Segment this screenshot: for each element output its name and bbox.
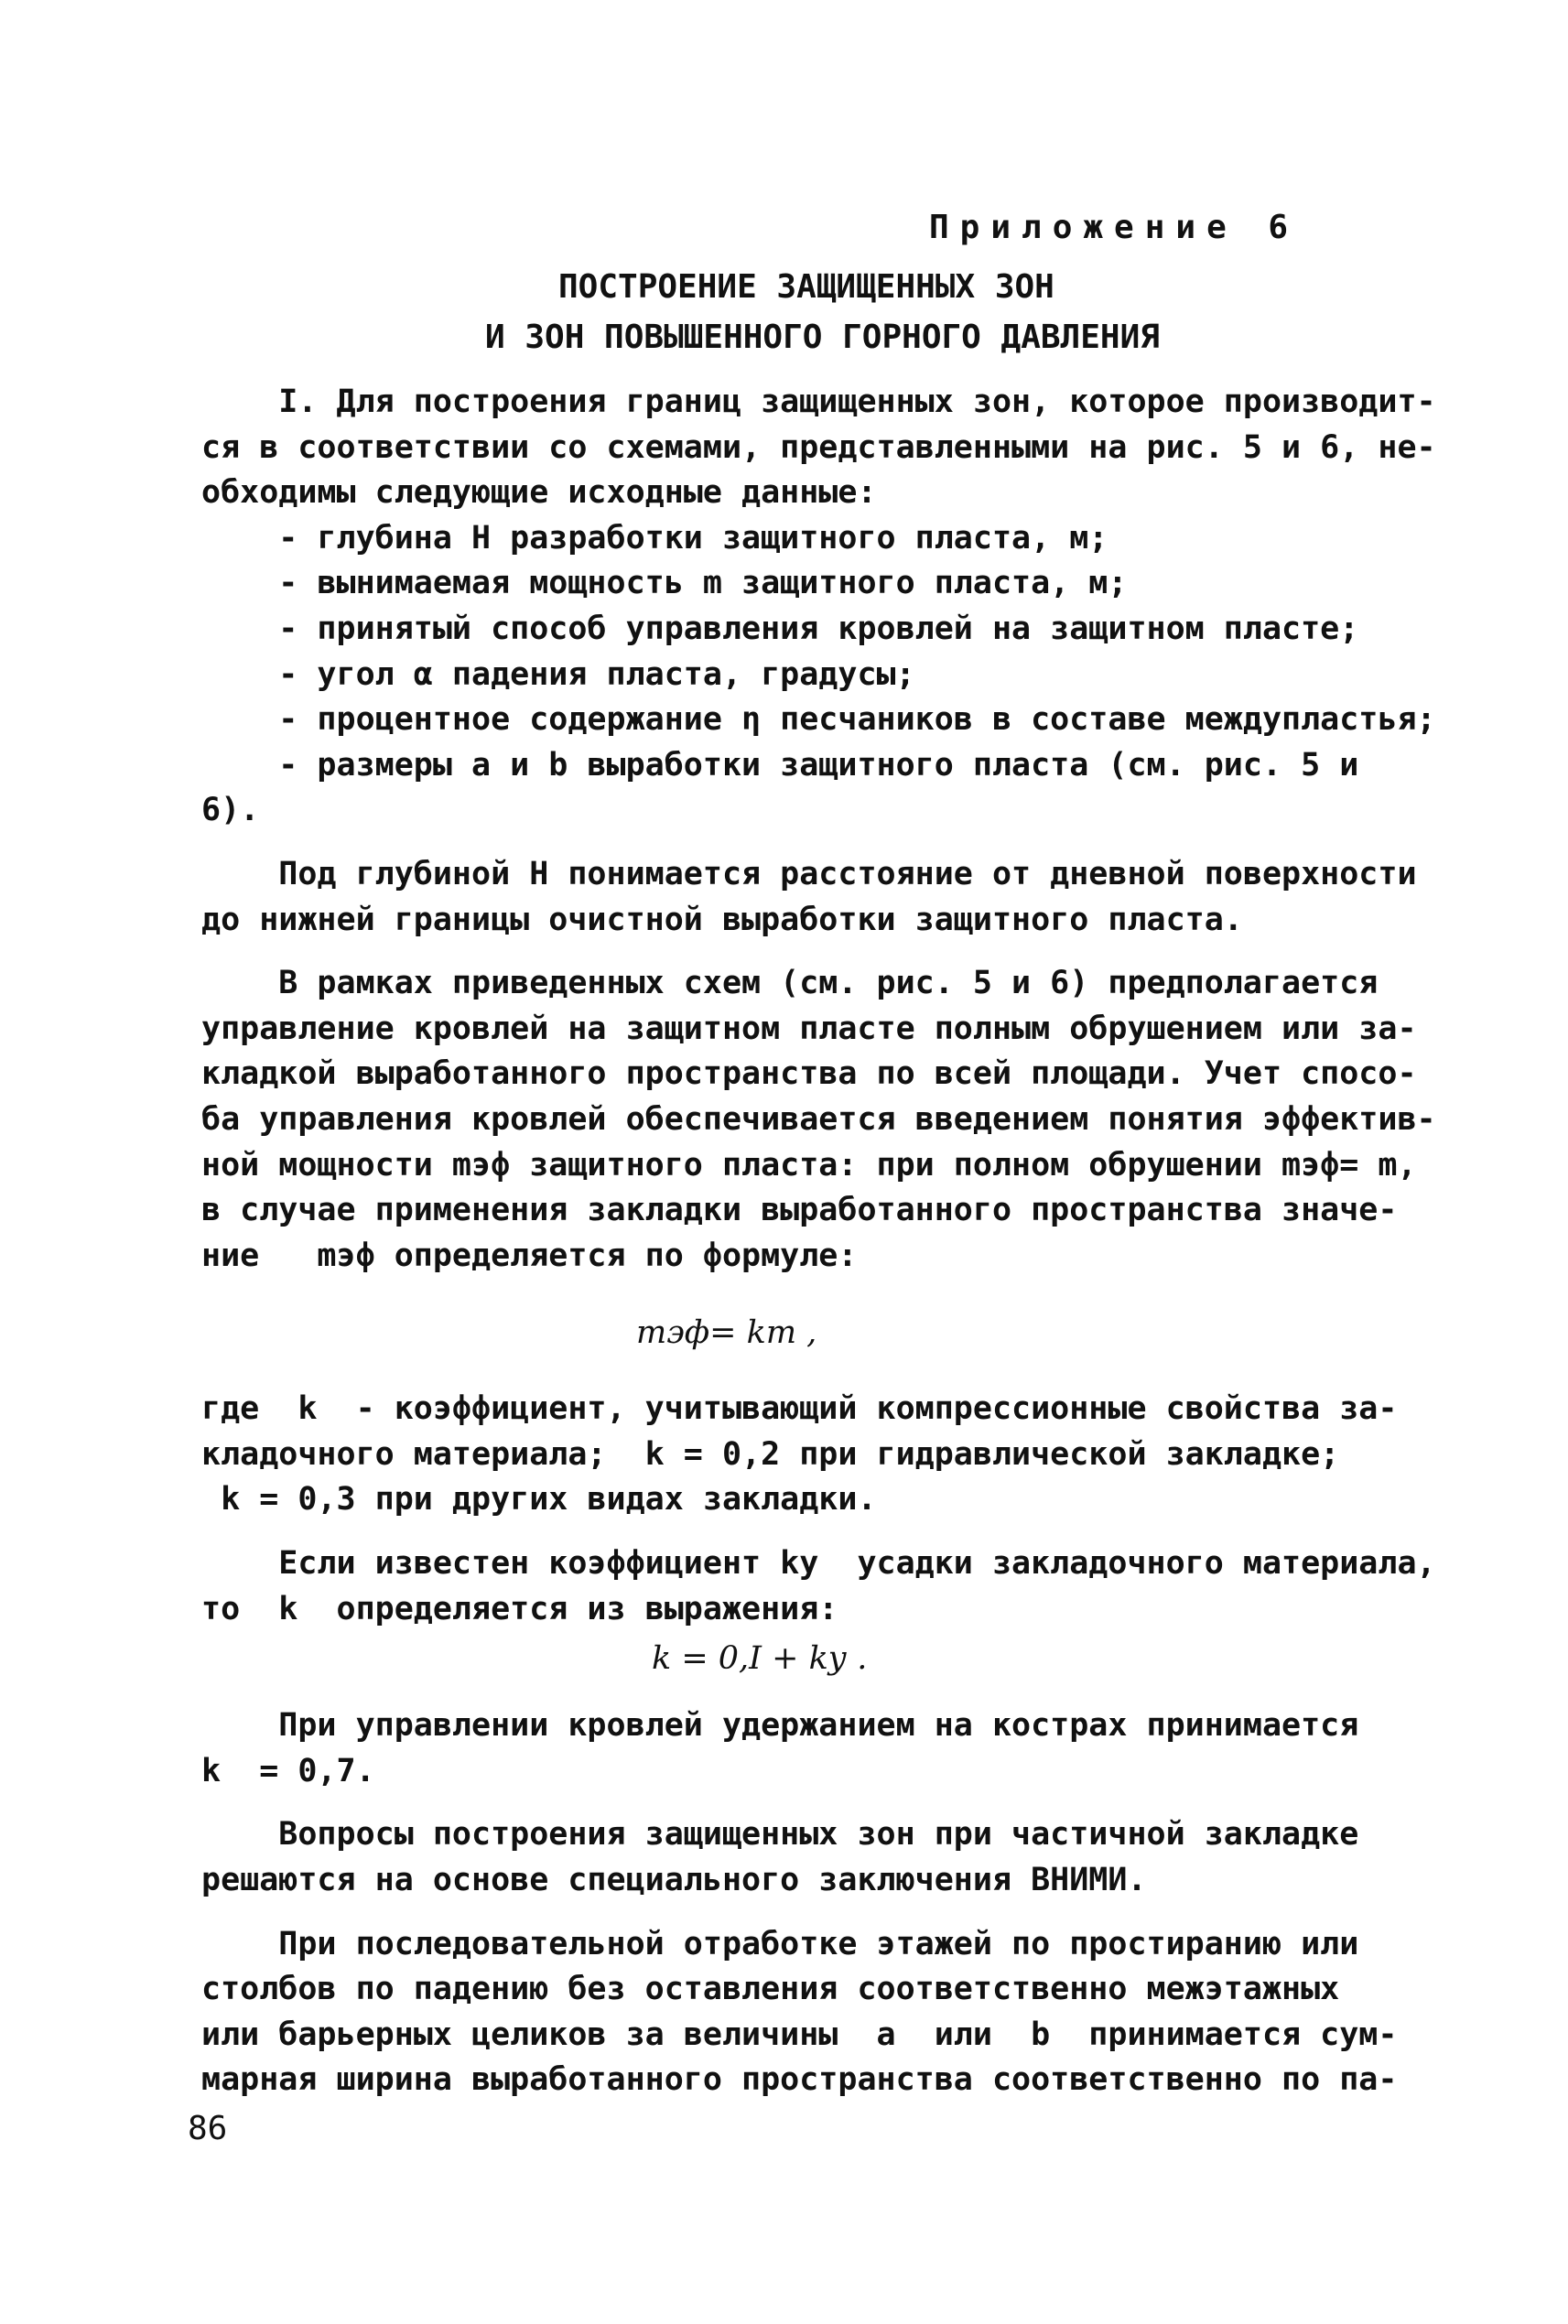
paragraph-4 bbox=[201, 1387, 1400, 1523]
formula-text: k = 0,I + kу . bbox=[652, 1640, 868, 1678]
list-item: - процентное содержание η песчаников в составе междупластья; bbox=[201, 701, 1436, 739]
text-line: ние mэф определяется по формуле: bbox=[201, 1237, 858, 1274]
title-line-2: И ЗОН ПОВЫШЕННОГО ГОРНОГО ДАВЛЕНИЯ bbox=[485, 319, 1160, 356]
text-line: марная ширина выработанного пространства соответственно по па- bbox=[201, 2061, 1398, 2099]
text-line: I. Для построения границ защищенных зон, которое производит- bbox=[201, 384, 1436, 420]
paragraph-7 bbox=[201, 1812, 1400, 1903]
text-line: столбов по падению без оставления соответственно межэтажных bbox=[201, 1971, 1340, 2008]
paragraph-1 bbox=[201, 380, 1436, 516]
list-item: 6). bbox=[201, 792, 260, 829]
text-line: обходимы следующие исходные данные: bbox=[201, 474, 877, 512]
text-line: k = 0,3 при других видах закладки. bbox=[201, 1481, 877, 1519]
text-line: до нижней границы очистной выработки защитного пласта. bbox=[201, 901, 1243, 938]
text-line: Если известен коэффициент kу усадки закладочного материала, bbox=[201, 1545, 1436, 1583]
formula-coefficient-k bbox=[201, 1632, 1400, 1685]
list-item: - вынимаемая мощность m защитного пласта, м; bbox=[201, 565, 1128, 602]
text-line: то k определяется из выражения: bbox=[201, 1590, 838, 1627]
paragraph-6 bbox=[201, 1703, 1400, 1794]
paragraph-2 bbox=[201, 852, 1417, 943]
text-line: ся в соответствии со схемами, представленными на рис. 5 и 6, не- bbox=[201, 428, 1436, 466]
text-line: решаются на основе специального заключения ВНИМИ. bbox=[201, 1862, 1147, 1899]
title-line-1: ПОСТРОЕНИЕ ЗАЩИЩЕННЫХ ЗОН bbox=[558, 268, 1054, 306]
text-line: в случае применения закладки выработанного пространства значе- bbox=[201, 1192, 1398, 1229]
text-line: или барьерных целиков за величины a или b принимается сум- bbox=[201, 2016, 1398, 2053]
text-line: При управлении кровлей удержанием на кострах принимается bbox=[201, 1707, 1359, 1745]
list-item: - глубина Н разработки защитного пласта, м; bbox=[201, 519, 1108, 557]
input-data-list bbox=[201, 516, 1436, 834]
formula-text: mэф= km , bbox=[636, 1314, 817, 1352]
text-line: Вопросы построения защищенных зон при частичной закладке bbox=[201, 1816, 1359, 1854]
text-line: ной мощности mэф защитного пласта: при полном обрушении mэф= m, bbox=[201, 1146, 1417, 1184]
paragraph-3 bbox=[201, 961, 1436, 1279]
paragraph-5 bbox=[201, 1541, 1436, 1632]
text-line: ба управления кровлей обеспечивается введением понятия эффектив- bbox=[201, 1100, 1436, 1138]
page-number: 86 bbox=[188, 2110, 228, 2147]
formula-effective-thickness bbox=[201, 1306, 1400, 1359]
text-line: управление кровлей на защитном пласте полным обрушением или за- bbox=[201, 1010, 1417, 1047]
text-line: кладкой выработанного пространства по всей площади. Учет спосо- bbox=[201, 1055, 1417, 1093]
text-line: В рамках приведенных схем (см. рис. 5 и 6) предполагается bbox=[201, 965, 1379, 1002]
text-line: k = 0,7. bbox=[201, 1752, 375, 1789]
body-text bbox=[201, 380, 1436, 2103]
text-line: кладочного материала; k = 0,2 при гидравлической закладке; bbox=[201, 1435, 1340, 1473]
appendix-label: Приложение 6 bbox=[929, 209, 1300, 246]
list-item: - размеры a и b выработки защитного пласта (см. рис. 5 и bbox=[201, 746, 1359, 784]
text-line: где k - коэффициент, учитывающий компрессионные свойства за- bbox=[201, 1390, 1398, 1428]
text-line: При последовательной отработке этажей по простиранию или bbox=[201, 1925, 1359, 1962]
list-item: - угол α падения пласта, градусы; bbox=[201, 655, 915, 693]
paragraph-8 bbox=[201, 1922, 1400, 2103]
list-item: - принятый способ управления кровлей на защитном пласте; bbox=[201, 610, 1359, 647]
text-line: Под глубиной Н понимается расстояние от дневной поверхности bbox=[201, 855, 1417, 892]
